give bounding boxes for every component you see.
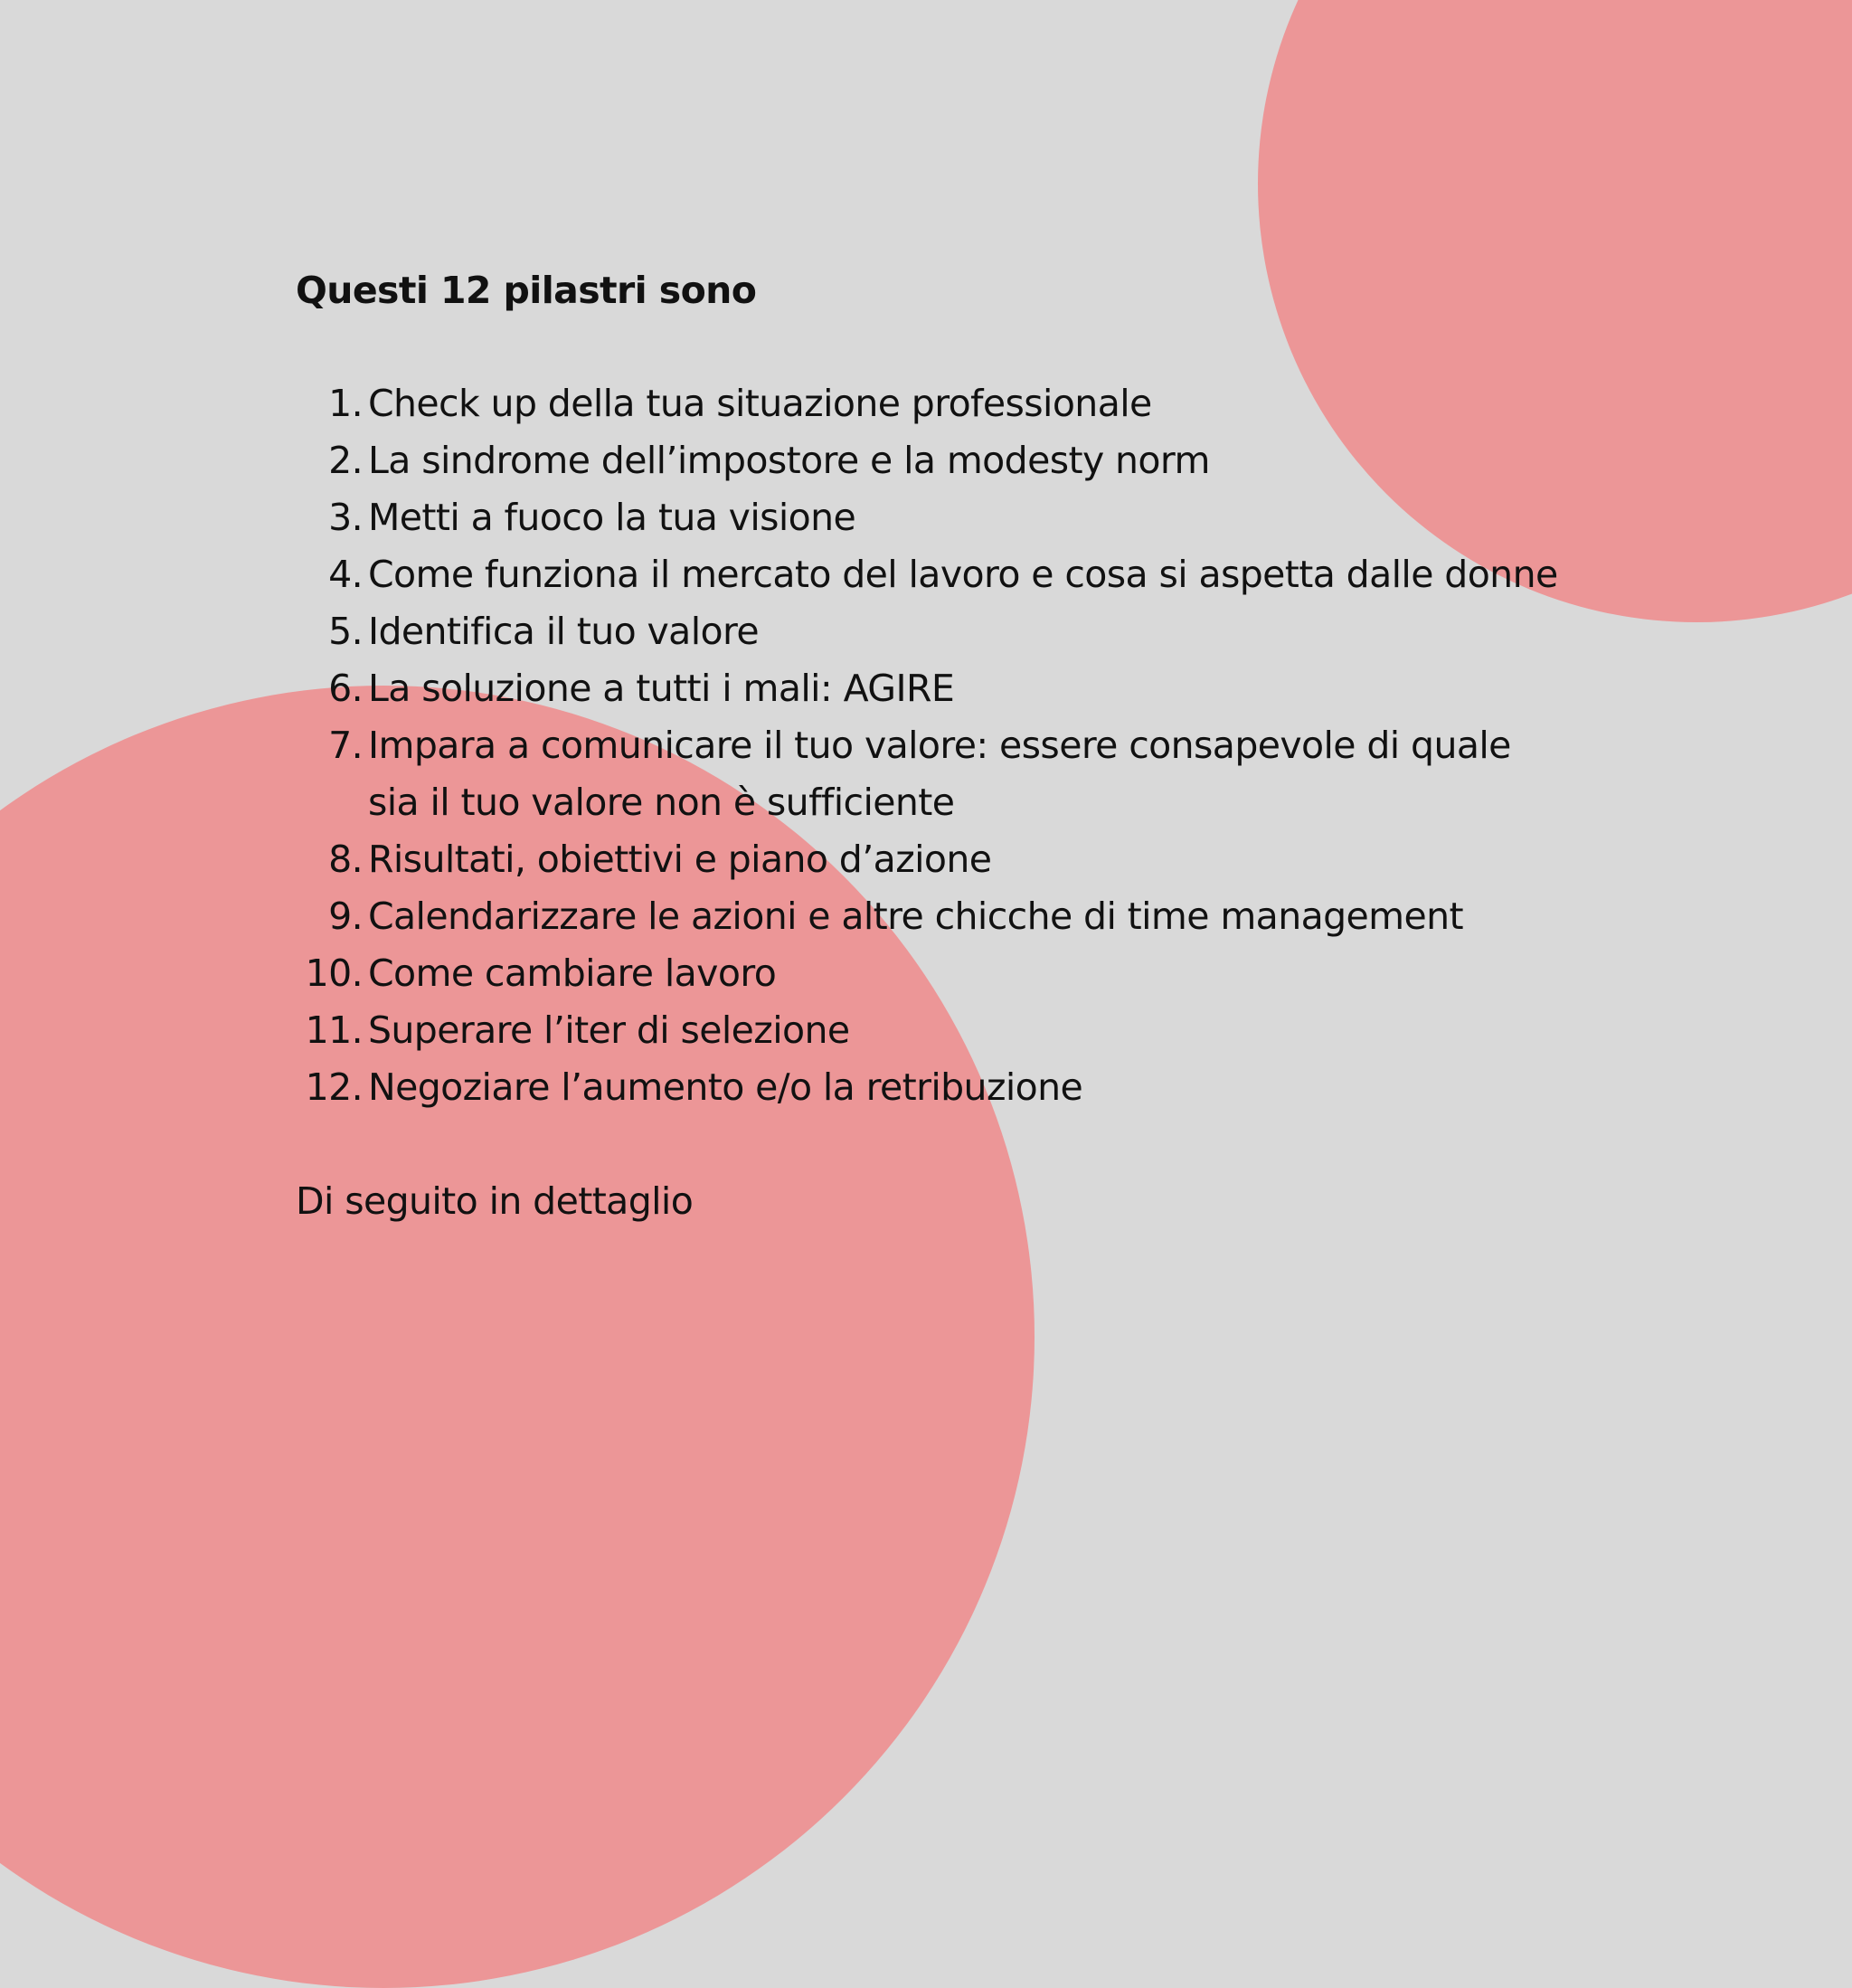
list-item: [296, 945, 1580, 1002]
list-item-text: Metti a fuoco la tua visione: [368, 496, 856, 539]
list-item: [296, 603, 1580, 660]
main-content: [296, 262, 1580, 1230]
list-item-number: 9.: [328, 895, 363, 938]
list-item-text: Calendarizzare le azioni e altre chicche di time management: [368, 895, 1463, 938]
list-item-number: 5.: [328, 610, 363, 653]
list-item-text: La sindrome dell’impostore e la modesty norm: [368, 439, 1210, 482]
list-item-text: Negoziare l’aumento e/o la retribuzione: [368, 1065, 1083, 1109]
list-item: [296, 546, 1580, 603]
list-item-text: Check up della tua situazione professionale: [368, 382, 1152, 425]
list-item-text: Risultati, obiettivi e piano d’azione: [368, 838, 992, 881]
list-item-number: 11.: [305, 1008, 363, 1052]
list-item: [296, 831, 1580, 888]
list-item-text: La soluzione a tutti i mali: AGIRE: [368, 667, 955, 710]
list-item: [296, 432, 1580, 489]
list-item: [296, 1059, 1580, 1116]
list-item-number: 1.: [328, 382, 363, 425]
list-item-number: 10.: [305, 951, 363, 995]
pillars-list: [296, 375, 1580, 1116]
closing-text: Di seguito in dettaglio: [296, 1179, 694, 1223]
list-item: [296, 1002, 1580, 1059]
list-item-text: Superare l’iter di selezione: [368, 1008, 850, 1052]
list-item: [296, 717, 1580, 831]
list-item: [296, 660, 1580, 717]
list-item: [296, 888, 1580, 945]
list-item-text: Impara a comunicare il tuo valore: essere consapevole di quale sia il tuo valore non è sufficiente: [368, 724, 1511, 824]
list-item-number: 3.: [328, 496, 363, 539]
list-item: [296, 489, 1580, 546]
page-heading: Questi 12 pilastri sono: [296, 269, 757, 312]
list-item: [296, 375, 1580, 432]
list-item-number: 7.: [328, 724, 363, 767]
list-item-number: 2.: [328, 439, 363, 482]
list-item-text: Identifica il tuo valore: [368, 610, 759, 653]
list-item-number: 8.: [328, 838, 363, 881]
list-item-text: Come cambiare lavoro: [368, 951, 777, 995]
list-item-number: 4.: [328, 553, 363, 596]
list-item-text: Come funziona il mercato del lavoro e cosa si aspetta dalle donne: [368, 553, 1558, 596]
list-item-number: 12.: [305, 1065, 363, 1109]
list-item-number: 6.: [328, 667, 363, 710]
